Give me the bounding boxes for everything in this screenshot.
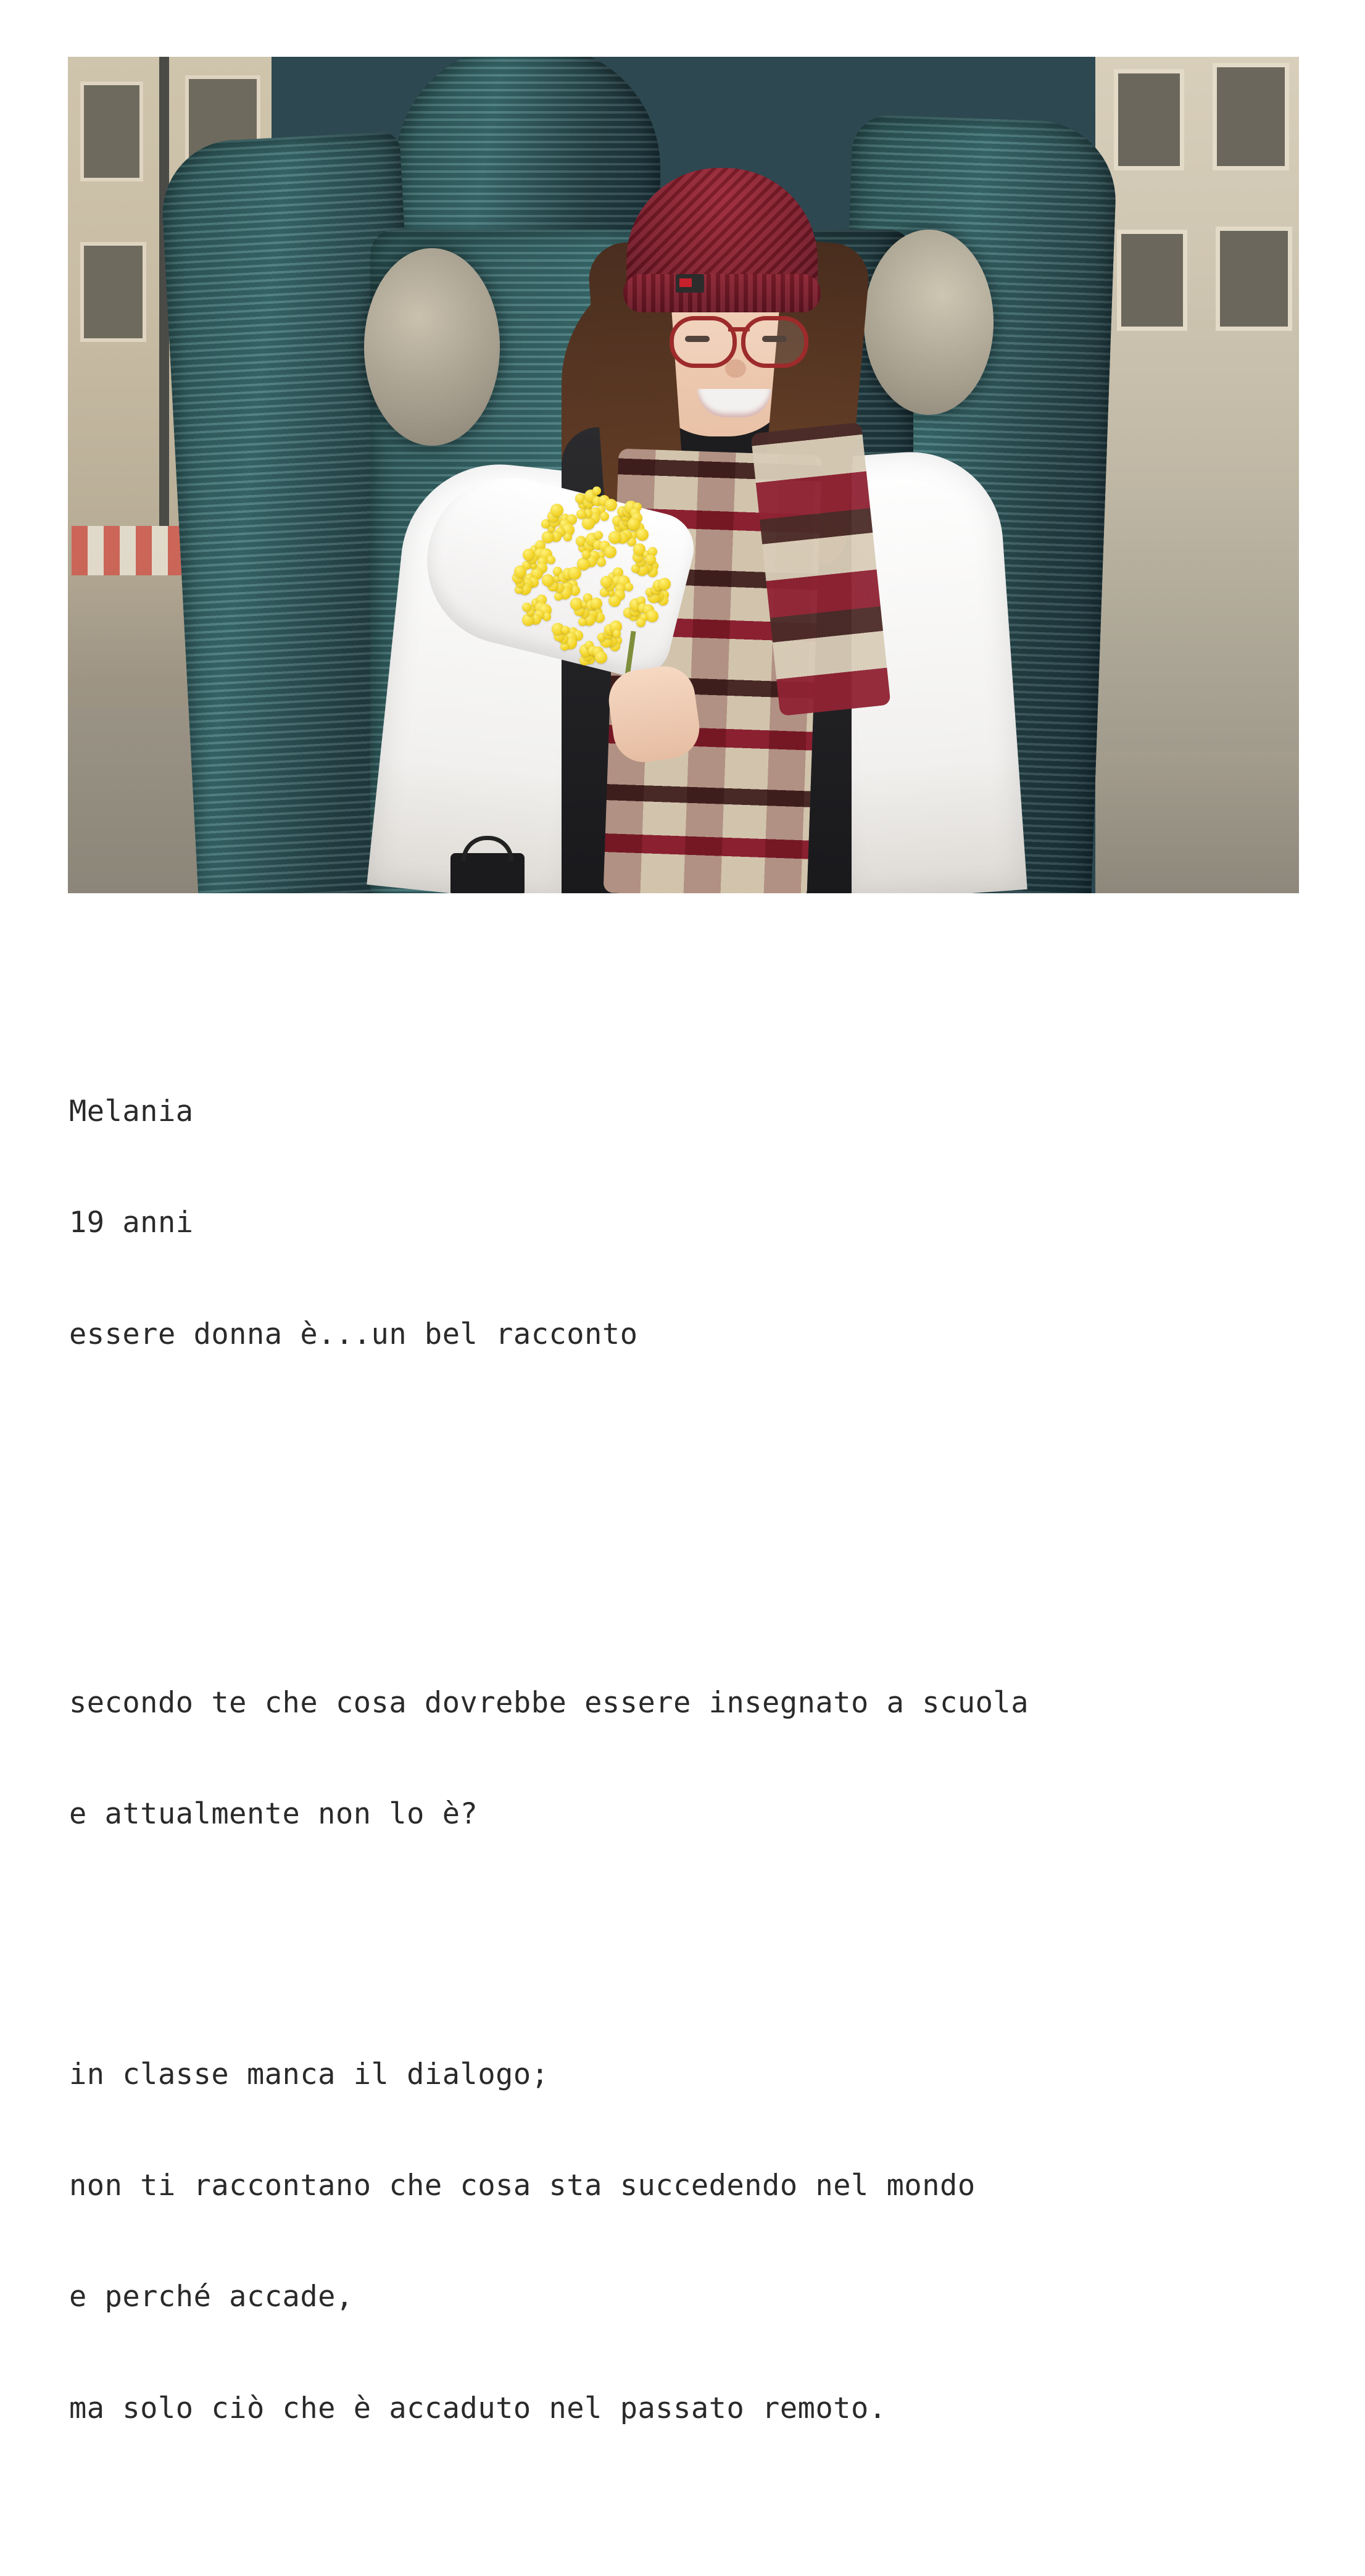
- photo-canvas: [68, 57, 1299, 893]
- question-block: [69, 1611, 1303, 1907]
- answer-line-4: ma solo ciò che è accaduto nel passato remoto.: [69, 2391, 887, 2425]
- caption-spacer: [69, 1501, 1303, 1536]
- profile-block: [69, 1019, 1303, 1427]
- person-portrait: [68, 57, 1299, 893]
- question-line-2: e attualmente non lo è?: [69, 1797, 478, 1832]
- answer-line-2: non ti raccontano che cosa sta succedendo nel mondo: [69, 2169, 976, 2203]
- eyeglasses: [670, 316, 808, 362]
- portrait-photo: [68, 57, 1299, 893]
- beanie-label: [676, 274, 704, 293]
- caption-text: [69, 944, 1303, 2576]
- profile-age: 19 anni: [69, 1206, 194, 1240]
- beanie-brim: [623, 274, 821, 312]
- lens-right: [741, 316, 808, 368]
- question-line-1: secondo te che cosa dovrebbe essere insegnato a scuola: [69, 1685, 1029, 1720]
- mimosa-flowers: [500, 489, 679, 668]
- lens-left: [670, 316, 737, 368]
- profile-name: Melania: [69, 1094, 194, 1128]
- hand: [605, 662, 703, 766]
- answer-line-3: e perché accade,: [69, 2280, 354, 2314]
- answer-line-1: in classe manca il dialogo;: [69, 2057, 549, 2091]
- profile-tagline: essere donna è...un bel racconto: [69, 1317, 638, 1351]
- handbag: [450, 853, 525, 893]
- answer-block: [69, 1982, 1303, 2501]
